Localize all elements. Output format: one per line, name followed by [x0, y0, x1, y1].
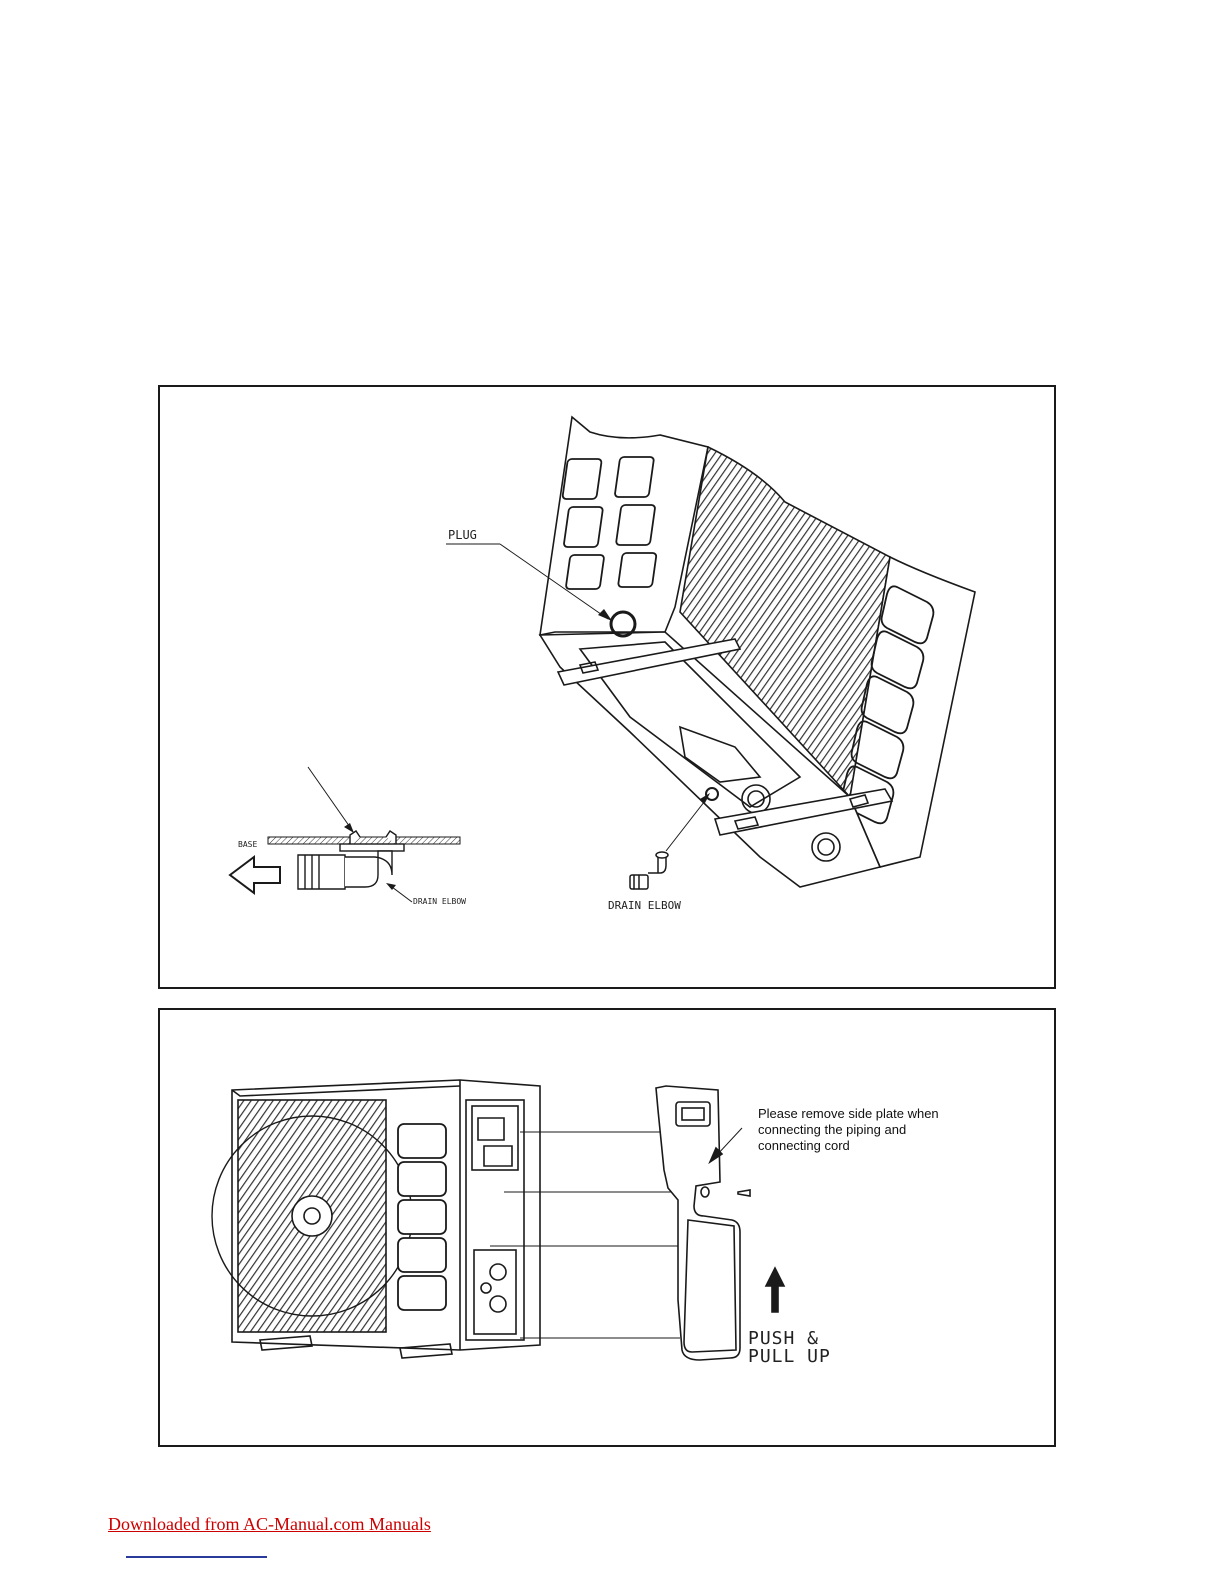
side-plate-note	[758, 1106, 958, 1154]
drain-elbow-illustration	[160, 387, 1058, 991]
drain-elbow-detail-label: DRAIN ELBOW	[413, 897, 466, 906]
note-line-2: connecting the piping and	[758, 1122, 907, 1137]
side-plate	[656, 1086, 740, 1360]
push-line-1: PUSH &	[748, 1328, 820, 1349]
side-plate-figure-panel	[158, 1008, 1056, 1447]
base-label: BASE	[238, 840, 258, 849]
side-plate-illustration	[160, 1010, 1058, 1449]
footer-download-link[interactable]: Downloaded from AC-Manual.com Manuals	[108, 1514, 431, 1534]
push-line-2: PULL UP	[748, 1346, 831, 1367]
direction-arrow-icon	[230, 857, 280, 893]
outdoor-unit-underside	[540, 417, 975, 887]
note-line-1: Please remove side plate when	[758, 1106, 939, 1121]
drain-elbow-main-label: DRAIN ELBOW	[608, 899, 681, 912]
note-line-3: connecting cord	[758, 1138, 850, 1153]
footer-rule	[126, 1556, 267, 1558]
drain-elbow-part	[630, 852, 668, 889]
push-pull-instruction	[748, 1330, 831, 1366]
screw-icon	[738, 1190, 750, 1196]
drain-elbow-figure-panel	[158, 385, 1056, 989]
up-arrow-icon	[766, 1268, 784, 1312]
plug-label: PLUG	[448, 528, 477, 542]
drain-elbow-detail	[230, 767, 466, 906]
